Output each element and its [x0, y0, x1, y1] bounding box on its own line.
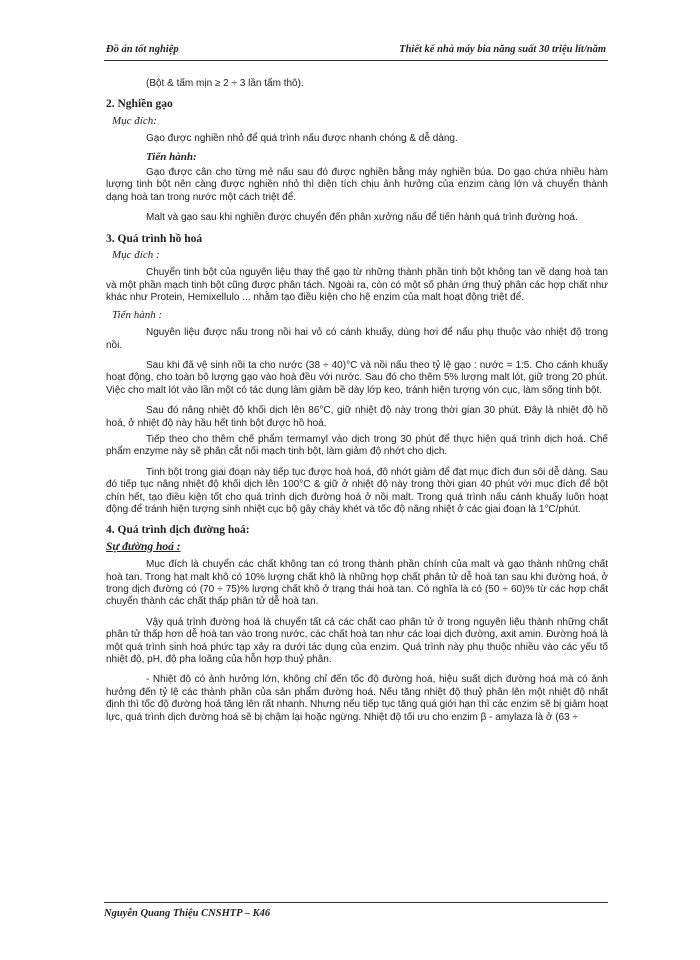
section-4-paragraph: Mục đích là chuyển các chất không tan có trong thành phần chính của malt và gạo thành những chất hoà tan. Trong hạt malt khô có 10% lượng chất khô là những hợp chất phân tử dễ hoà tan sau khi đường hoá, ở trong dịch đường có (70 ÷ 75)% lượng chất khô ở trạng thái hoà tan. Có nghĩa là có (50 ÷ 60)% từ các hợp chất chuyển thành các chất thấp phân tử dễ hoà tan.	[106, 559, 608, 608]
section-4-heading: 4. Quá trình dịch đường hoá:	[106, 524, 250, 537]
footer-author: Nguyễn Quang Thiệu CNSHTP – K46	[104, 908, 271, 919]
document-body	[106, 78, 608, 724]
header-thesis-title: Thiết kế nhà máy bia năng suất 30 triệu lít/năm	[399, 44, 606, 55]
section-4-paragraph: Vậy quá trình đường hoá là chuyển tất cả các chất cao phân tử ở trong nguyên liệu thành những chất phân tử thấp hơn dễ hoà tan vào trong nước, các chất hoà tan như các loại dịch đường, axit amin. Đường hoá là một quá trình sinh hoá phức tạp xảy ra dưới tác dụng của enzim. Quá trình này phụ thuộc nhiều vào các yếu tố nhiệt độ, pH, độ pha loãng của hỗn hợp thuỷ phân.	[106, 616, 608, 666]
section-3-purpose-label: Mục đích :	[112, 249, 160, 262]
section-3-heading: 3. Quá trình hồ hoá	[106, 232, 203, 245]
page-header	[104, 40, 608, 61]
body-line: (Bột & tấm mịn ≥ 2 ÷ 3 lần tấm thô).	[146, 78, 304, 89]
section-2-method-label: Tiến hành:	[146, 150, 197, 163]
section-3-paragraph: Tiếp theo cho thêm chế phẩm termamyl vào dịch trong 30 phút để thực hiện quá trình dịch hoá. Chế phẩm enzyme này sẽ phân cắt nối mạch tinh bột, làm giảm độ nhớt cho dịch.	[106, 433, 608, 458]
section-2-paragraph: Malt và gạo sau khi nghiền được chuyển đến phân xưởng nấu để tiến hành quá trình đường hoá.	[146, 212, 578, 224]
section-2-purpose-text: Gạo được nghiền nhỏ để quá trình nấu được nhanh chóng & dễ dàng.	[146, 133, 458, 145]
section-3-method-label: Tiến hành :	[112, 308, 163, 321]
section-3-paragraph: Tinh bột trong giai đoạn này tiếp tục được hoà hoá, độ nhớt giảm để đạt mục đích đun sôi dễ dàng. Sau đó tiếp tục nâng nhiệt độ khối dịch lên 100°C & giữ ở nhiệt độ này trong thời gian 40 phút với mục đích để bột chín hết, tạo điều kiện tốt cho quá trình dịch đường hoá ở nồi malt. Trong quá trình nấu cánh khuấy luôn hoạt động để tránh hiện tượng sinh nhiệt cục bộ gây cháy khét và tốc độ nâng nhiệt ở các giai đoạn là 1°C/phút.	[106, 466, 608, 515]
section-4-subheading: Sự đường hoá :	[106, 540, 181, 553]
header-document-type: Đồ án tốt nghiệp	[106, 44, 179, 55]
section-2-purpose-label: Mục đích:	[112, 114, 157, 127]
section-4-paragraph: - Nhiệt độ có ảnh hưởng lớn, không chỉ đến tốc độ đường hoá, hiệu suất dịch đường hoá mà có ảnh hưởng đến tỷ lệ các thành phần của sản phẩm đường hoá. Nếu tăng nhiệt độ thuỷ phân lên một nhiệt độ nhất định thì tốc độ đường hoá tăng lên rất nhanh. Nhưng nếu tiếp tục tăng quá giới hạn thì các enzim sẽ bị giảm hoạt lực, quá trình dịch đường hoá sẽ bị chậm lại hoặc ngừng. Nhiệt độ tối ưu cho enzim β - amylaza là ở (63 ÷	[106, 674, 608, 723]
section-3-paragraph: Nguyên liệu được nấu trong nồi hai vỏ có cánh khuấy, dùng hơi để nấu phụ thuộc vào nhiệt độ trong nồi.	[106, 327, 608, 351]
section-3-paragraph: Sau khi đã vệ sinh nồi ta cho nước (38 ÷ 40)°C và nồi nấu theo tỷ lệ gạo : nước = 1:5. Cho cánh khuấy hoạt động, cho toàn bộ lượng gạo vào hoà đều với nước. Sau đó cho thêm 5% lượng malt lót, giữ trong 20 phút. Việc cho malt lót vào lần một có tác dụng làm giảm bề dày lớp keo, tránh hiện tượng vón cục, làm sống tinh bột.	[106, 359, 608, 396]
section-3-paragraph: Chuyển tinh bột của nguyên liệu thay thế gạo từ những thành phần tinh bột không tan về dạng hoà tan và một phần mạch tinh bột cũng được phân tách. Ngoài ra, còn có một số phản ứng thuỷ phân các hợp chất như khác như Protein, Hemixellulo ... nhằm tạo điều kiện cho hệ enzim của malt hoạt động triệt để.	[106, 267, 608, 304]
section-2-paragraph: Gạo được cân cho từng mẻ nấu sau đó được nghiền bằng máy nghiền búa. Do gạo chứa nhiều hàm lượng tinh bột nên càng được nghiền nhỏ thì diện tích chịu ảnh hưởng của enzim càng lớn và chuyển thành dạng hoà tan trong nước một cách triệt để.	[106, 167, 608, 203]
section-2-heading: 2. Nghiền gạo	[106, 98, 173, 111]
page-footer	[104, 902, 608, 919]
section-3-paragraph: Sau đó nâng nhiệt độ khối dịch lên 86°C, giữ nhiệt độ này trong thời gian 30 phút. Đây là nhiệt độ hồ hoá, ở nhiệt độ này hầu hết tinh bột được hồ hoá.	[106, 405, 608, 429]
